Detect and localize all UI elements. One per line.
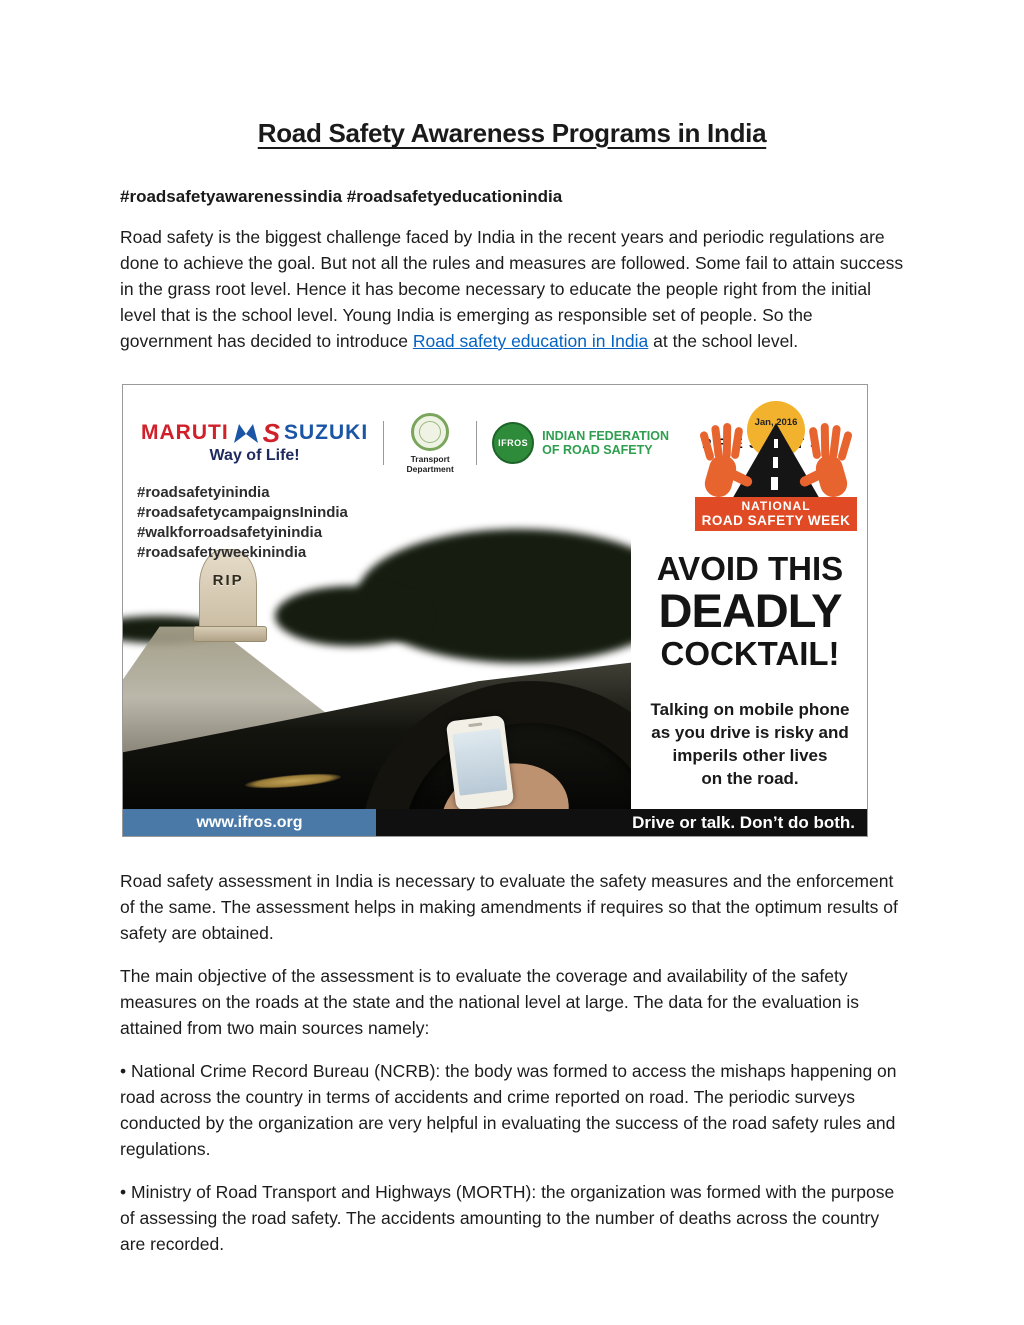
message-line3: imperils other lives <box>672 746 828 765</box>
transport-department-logo <box>399 413 461 474</box>
logo-divider <box>383 421 384 465</box>
road-safety-education-link[interactable]: Road safety education in India <box>412 331 649 351</box>
federation-line2: OF ROAD SAFETY <box>542 443 653 457</box>
ifros-logo <box>492 422 669 464</box>
paragraph-objective: The main objective of the assessment is to evaluate the coverage and availability of the safety measures on the roads at the state and the national level at large. The data for the evaluation is attained from two main sources namely: <box>120 966 860 1038</box>
message-line1: Talking on mobile phone <box>650 700 850 719</box>
poster-message <box>631 698 868 790</box>
page-title-text: Road Safety Awareness Programs in India <box>257 118 767 148</box>
date-badge: Jan, 2016 <box>754 417 798 428</box>
website-label: www.ifros.org <box>123 809 376 836</box>
paragraph-assessment: Road safety assessment in India is necessary to evaluate the safety measures and the enforcement of the same. The assessment helps in making amendments if requires so that the optimum results of safety are obtained. <box>120 871 898 943</box>
maruti-suzuki-row <box>141 418 369 448</box>
transport-department-label: Transport Department <box>406 453 454 474</box>
federation-line1: INDIAN FEDERATION <box>542 429 670 443</box>
poster-tagline: Drive or talk. Don’t do both. <box>376 809 868 836</box>
message-line2: as you drive is risky and <box>651 723 849 742</box>
bullet-morth: • Ministry of Road Transport and Highways (MORTH): the organization was formed with the purpose of assessing the road safety. The accidents amounting to the number of deaths across the country are recorded. <box>120 1182 895 1254</box>
logo-divider <box>476 421 477 465</box>
banner-line1: NATIONAL <box>741 499 811 513</box>
poster-footer-bar <box>123 809 868 836</box>
way-of-life-slogan: Way of Life! <box>209 447 300 464</box>
paragraph-intro-text: Road safety is the biggest challenge faced by India in the recent years and periodic regulations are done to achieve the goal. But not all the rules and measures are followed. Some fail to attain success in the grass root level. Hence it has become necessary to educate the people right from the initial level that is the school level. Young India is emerging as responsible set of people. So the government has decided to introduce <box>120 227 904 351</box>
rip-text: RIP <box>212 571 244 589</box>
headline-line2: DEADLY <box>658 584 842 637</box>
headline-line3: COCKTAIL! <box>660 635 840 672</box>
driving-photo <box>123 475 631 811</box>
hands-holding-road-icon <box>695 401 857 501</box>
bullet-ncrb: • National Crime Record Bureau (NCRB): the body was formed to access the mishaps happening on road across the country in terms of accidents and crime reported on road. The periodic surveys conducted by the organization are very helpful in evaluating the success of the road safety rules and regulations. <box>120 1061 897 1159</box>
mobile-phone <box>446 714 515 810</box>
document-hashtags: #roadsafetyawarenessindia #roadsafetyeducationindia <box>120 187 563 206</box>
phone-speaker <box>468 722 482 727</box>
road-safety-week-emblem <box>695 395 857 531</box>
poster-hashtag: #walkforroadsafetyinindia <box>137 524 323 541</box>
headline-line1: AVOID THIS <box>656 550 844 587</box>
poster-hashtag: #roadsafetyweekinindia <box>137 544 307 561</box>
maruti-m-icon <box>233 422 259 444</box>
paragraph-intro-tail: at the school level. <box>648 331 799 351</box>
paragraph-intro <box>120 224 904 354</box>
road-safety-poster-image <box>122 384 868 837</box>
maruti-wordmark: MARUTI <box>141 421 229 444</box>
banner-line2: ROAD SAFETY WEEK <box>701 513 851 528</box>
maruti-suzuki-logo <box>141 418 369 465</box>
message-line4: on the road. <box>701 769 799 788</box>
transport-department-icon <box>411 413 449 451</box>
suzuki-wordmark: SUZUKI <box>284 421 369 444</box>
phone-screen <box>452 728 507 795</box>
poster-hashtag: #roadsafetycampaignsInindia <box>137 504 348 521</box>
trees-silhouette <box>275 586 427 646</box>
page-title <box>120 118 904 149</box>
poster-hashtag-list <box>137 483 348 563</box>
federation-name <box>542 429 669 457</box>
suzuki-s-icon: S <box>262 418 280 448</box>
road-safety-week-banner <box>695 497 857 531</box>
poster-hashtag: #roadsafetyinindia <box>137 484 270 501</box>
poster-headline <box>631 551 868 674</box>
ifros-icon: IFROS <box>492 422 534 464</box>
